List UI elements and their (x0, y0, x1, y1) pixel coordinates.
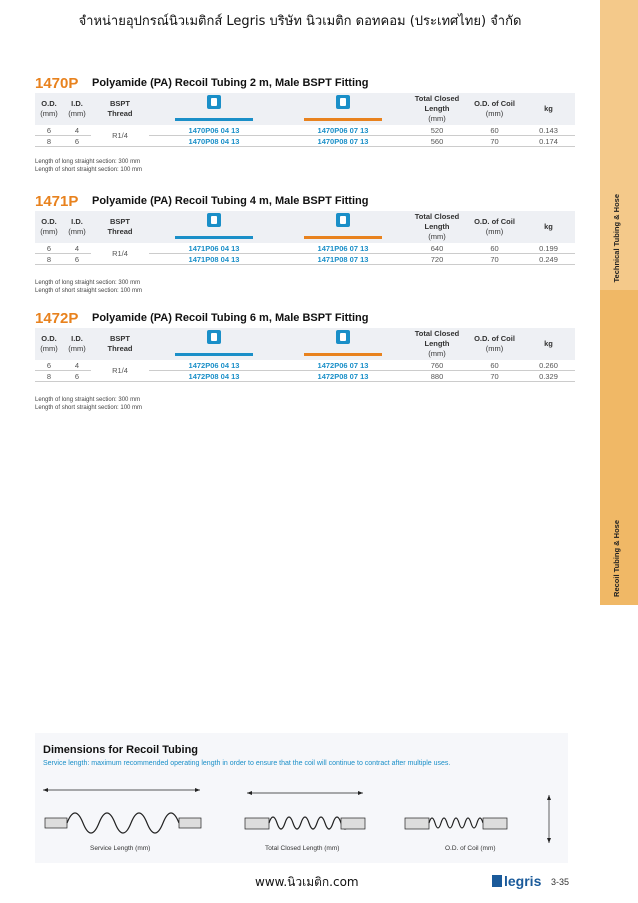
col-id: I.D. (mm) (63, 211, 91, 243)
dimensions-subtitle: Service length: maximum recommended operating length in order to ensure that the coil will continue to contract after multiple uses. (43, 760, 451, 767)
col-od-coil: O.D. of Coil (mm) (467, 211, 522, 243)
part-number[interactable]: 1470P08 04 13 (149, 136, 279, 147)
table-row: 6 4 R1/4 1471P06 04 13 1471P06 07 13 640 60 0.199 (35, 243, 575, 254)
col-od: O.D. (mm) (35, 328, 63, 360)
side-tab-recoil[interactable] (600, 290, 638, 605)
blue-bar (175, 118, 253, 121)
section-notes: Length of long straight section: 300 mm Length of short straight section: 100 mm (35, 159, 143, 173)
part-number[interactable]: 1472P08 07 13 (279, 371, 407, 382)
product-table (35, 211, 575, 265)
table-row: 6 4 R1/4 1472P06 04 13 1472P06 07 13 760 60 0.260 (35, 360, 575, 371)
col-thread: BSPT Thread (91, 211, 149, 243)
fitting-icon (207, 213, 221, 227)
col-total-length: Total Closed Length (mm) (407, 211, 467, 243)
section-notes: Length of long straight section: 300 mm Length of short straight section: 100 mm (35, 280, 143, 294)
part-number[interactable]: 1472P06 07 13 (279, 360, 407, 371)
col-kg: kg (522, 328, 575, 360)
recoil-diagram (35, 733, 568, 863)
coil-od-label: O.D. of Coil (mm) (445, 845, 496, 852)
col-kg: kg (522, 211, 575, 243)
col-orange-fitting (279, 211, 407, 243)
footer-url[interactable]: www.นิวเมติก.com (255, 875, 359, 889)
part-number[interactable]: 1470P06 07 13 (279, 125, 407, 136)
service-length-label: Service Length (mm) (90, 845, 151, 852)
total-length-label: Total Closed Length (mm) (265, 845, 340, 852)
col-od-coil: O.D. of Coil (mm) (467, 93, 522, 125)
section-title: Polyamide (PA) Recoil Tubing 2 m, Male BSPT Fitting (92, 77, 369, 89)
col-blue-fitting (149, 211, 279, 243)
dimensions-title: Dimensions for Recoil Tubing (43, 744, 199, 756)
blue-bar (175, 236, 253, 239)
thread-cell: R1/4 (91, 125, 149, 147)
col-od-coil: O.D. of Coil (mm) (467, 328, 522, 360)
product-table (35, 93, 575, 147)
part-number[interactable]: 1471P06 04 13 (149, 243, 279, 254)
col-od: O.D. (mm) (35, 93, 63, 125)
dimensions-panel (35, 733, 568, 863)
col-total-length: Total Closed Length (mm) (407, 328, 467, 360)
table-row: 8 6 1471P08 04 13 1471P08 07 13 720 70 0.249 (35, 254, 575, 265)
part-number[interactable]: 1471P08 04 13 (149, 254, 279, 265)
col-orange-fitting (279, 93, 407, 125)
side-tab-technical[interactable] (600, 0, 638, 290)
coil-od-figure (405, 795, 551, 843)
part-number[interactable]: 1470P06 04 13 (149, 125, 279, 136)
col-total-length: Total Closed Length (mm) (407, 93, 467, 125)
col-thread: BSPT Thread (91, 328, 149, 360)
col-blue-fitting (149, 328, 279, 360)
product-table (35, 328, 575, 382)
page-number: 3-35 (551, 877, 570, 887)
orange-bar (304, 353, 382, 356)
col-id: I.D. (mm) (63, 93, 91, 125)
section-title: Polyamide (PA) Recoil Tubing 6 m, Male BSPT Fitting (92, 312, 369, 324)
blue-bar (175, 353, 253, 356)
side-tab-label: Technical Tubing & Hose (612, 193, 621, 282)
legris-logo-icon (492, 875, 502, 887)
fitting-icon (207, 330, 221, 344)
fitting-icon (336, 330, 350, 344)
page-header: จำหน่ายอุปกรณ์นิวเมติกส์ Legris บริษัท นิวเมติก ดอทคอม (ประเทศไทย) จำกัด (78, 14, 522, 29)
table-row: 8 6 1472P08 04 13 1472P08 07 13 880 70 0.329 (35, 371, 575, 382)
table-row: 6 4 R1/4 1470P06 04 13 1470P06 07 13 520 60 0.143 (35, 125, 575, 136)
section-code: 1472P (35, 310, 79, 327)
legris-logo: legris (492, 873, 541, 889)
section-notes: Length of long straight section: 300 mm Length of short straight section: 100 mm (35, 397, 143, 411)
part-number[interactable]: 1471P06 07 13 (279, 243, 407, 254)
section-code: 1471P (35, 193, 79, 210)
thread-cell: R1/4 (91, 360, 149, 382)
part-number[interactable]: 1470P08 07 13 (279, 136, 407, 147)
col-kg: kg (522, 93, 575, 125)
part-number[interactable]: 1472P06 04 13 (149, 360, 279, 371)
part-number[interactable]: 1472P08 04 13 (149, 371, 279, 382)
section-code: 1470P (35, 75, 79, 92)
fitting-icon (207, 95, 221, 109)
orange-bar (304, 236, 382, 239)
thread-cell: R1/4 (91, 243, 149, 265)
total-length-figure (245, 791, 365, 829)
table-row: 8 6 1470P08 04 13 1470P08 07 13 560 70 0.174 (35, 136, 575, 147)
col-id: I.D. (mm) (63, 328, 91, 360)
fitting-icon (336, 213, 350, 227)
side-tab-label: Recoil Tubing & Hose (612, 520, 621, 597)
orange-bar (304, 118, 382, 121)
service-length-figure (43, 788, 201, 833)
col-orange-fitting (279, 328, 407, 360)
col-od: O.D. (mm) (35, 211, 63, 243)
fitting-icon (336, 95, 350, 109)
section-title: Polyamide (PA) Recoil Tubing 4 m, Male BSPT Fitting (92, 195, 369, 207)
col-blue-fitting (149, 93, 279, 125)
col-thread: BSPT Thread (91, 93, 149, 125)
part-number[interactable]: 1471P08 07 13 (279, 254, 407, 265)
